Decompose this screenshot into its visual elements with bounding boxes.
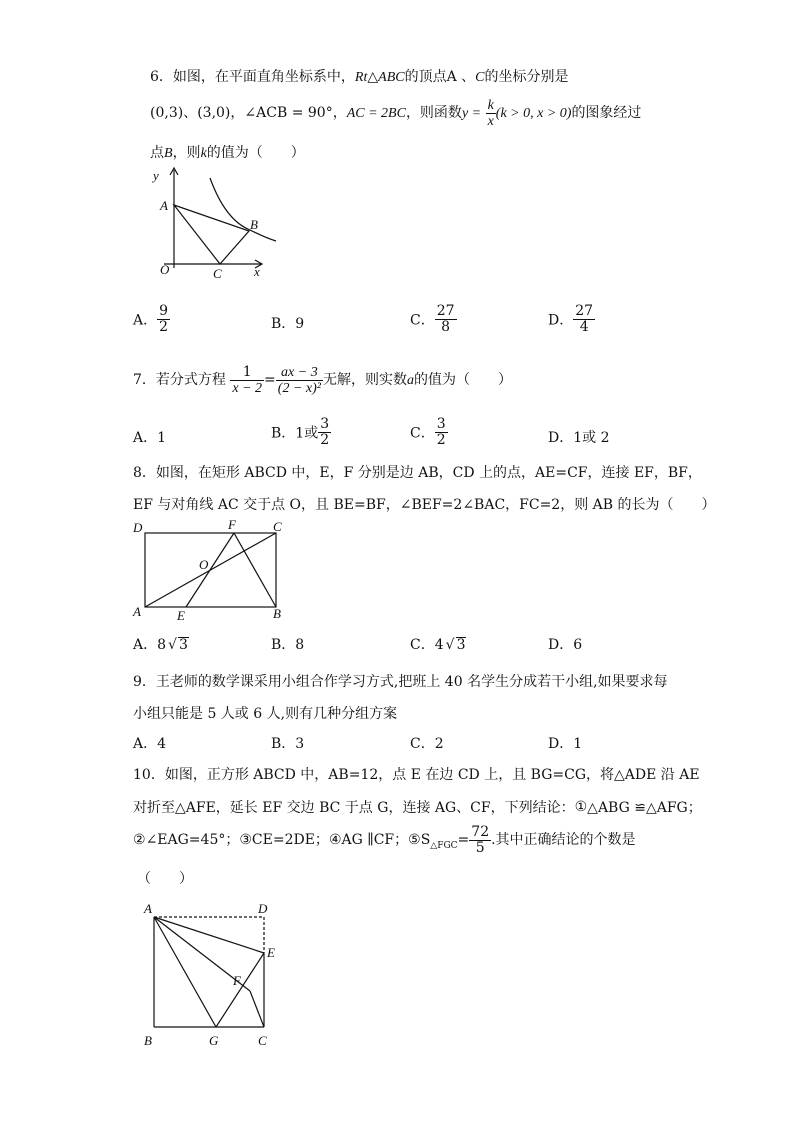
svg-text:y: y (153, 168, 159, 183)
segment-bf (234, 533, 276, 607)
q8-figure (130, 515, 290, 625)
q9-option-d[interactable]: D．1 (548, 736, 583, 752)
svg-text:F: F (228, 517, 236, 532)
q7-stem: 7．若分式方程 $\frac{1}{x - 2}$ = $\frac{ax - 3}{\text{(2 − x)²}}$ 无解，则实数a的值为（ ） (133, 363, 512, 396)
q10-figure (140, 895, 290, 1055)
svg-text:C: C (258, 1033, 267, 1048)
q10-line3: ②∠EAG=45°；③CE=2DE；④AG ∥CF；$⑤S_{\triangle FGC}=$ $\frac{72}{5}$ .其中正确结论的个数是 (133, 823, 636, 856)
svg-text:D: D (258, 901, 268, 916)
q6-k-over-x: $\frac{k}{x}$ (487, 97, 494, 129)
segment-ag (154, 917, 216, 1027)
q9-option-b[interactable]: B．3 (271, 736, 305, 752)
svg-text:D: D (133, 520, 143, 535)
q8-option-c[interactable]: C．4 √ 3 (410, 637, 466, 653)
q7-option-d[interactable]: D．1或 2 (548, 430, 610, 446)
q7-option-b[interactable]: B．1或 $\frac{3}{2}$ (271, 416, 330, 448)
q10-answer-blank: （ ） (137, 871, 193, 887)
q9-line2: 小组只能是 5 人或 6 人,则有几种分组方案 (133, 706, 398, 722)
svg-text:F: F (233, 973, 241, 988)
segment-ef (186, 533, 234, 607)
segment-fc (250, 991, 264, 1027)
q9-line1: 9．王老师的数学课采用小组合作学习方式,把班上 40 名学生分成若干小组,如果要求每 (133, 674, 668, 690)
q8-line1: 8．如图，在矩形 ABCD 中，E，F 分别是边 AB，CD 上的点，AE=CF，连接 EF，BF， (133, 465, 702, 481)
svg-text:E: E (267, 945, 275, 960)
svg-text:B: B (144, 1033, 152, 1048)
q6-line2: (0,3)、(3,0)，∠ACB = 90°，AC = 2BC，则函数y = $\frac{k}{x}$ (k > 0, x > 0)的图象经过 (150, 97, 642, 129)
svg-text:C: C (273, 519, 282, 534)
q6-figure (150, 160, 280, 285)
svg-text:O: O (199, 557, 209, 572)
svg-text:x: x (254, 264, 260, 279)
q9-option-c[interactable]: C．2 (410, 736, 444, 752)
segment-eg (216, 953, 264, 1027)
svg-text:B: B (250, 217, 258, 232)
q6-option-b[interactable]: B．9 (271, 316, 305, 332)
q8-option-b[interactable]: B．8 (271, 637, 305, 653)
svg-text:B: B (273, 606, 281, 621)
q6-option-c[interactable]: C． $\frac{27}{8}$ (410, 303, 455, 335)
hyperbola-curve (210, 178, 276, 241)
svg-text:O: O (160, 262, 170, 277)
svg-text:C: C (213, 266, 222, 281)
q6-line1: 6．如图，在平面直角坐标系中，Rt△ABC的顶点A 、C的坐标分别是 (150, 69, 569, 85)
svg-text:G: G (209, 1033, 219, 1048)
svg-text:A: A (133, 604, 141, 619)
q7-option-c[interactable]: C． $\frac{3}{2}$ (410, 416, 446, 448)
q9-option-a[interactable]: A．4 (133, 736, 167, 752)
q6-option-a[interactable]: A． $\frac{9}{2}$ (133, 303, 169, 335)
triangle-abc (174, 205, 249, 264)
q10-line2: 对折至△AFE，延长 EF 交边 BC 于点 G，连接 AG、CF，下列结论：①△ABG ≌△AFG； (133, 799, 702, 816)
q7-option-a[interactable]: A．1 (133, 430, 167, 446)
segment-ae (154, 917, 264, 953)
q10-line1: 10．如图，正方形 ABCD 中，AB=12，点 E 在边 CD 上，且 BG=CG，将△ADE 沿 AE (133, 767, 700, 783)
svg-text:A: A (160, 198, 168, 213)
q8-line2: EF 与对角线 AC 交于点 O，且 BE=BF，∠BEF=2∠BAC，FC=2，则 AB 的长为（ ） (133, 497, 716, 513)
q6-line3: 点B，则k的值为（ ） (150, 145, 305, 161)
q8-option-d[interactable]: D．6 (548, 637, 583, 653)
q6-option-d[interactable]: D． $\frac{27}{4}$ (548, 303, 594, 335)
svg-text:E: E (177, 608, 185, 623)
svg-text:A: A (144, 901, 152, 916)
q8-option-a[interactable]: A．8 √ 3 (133, 637, 188, 653)
